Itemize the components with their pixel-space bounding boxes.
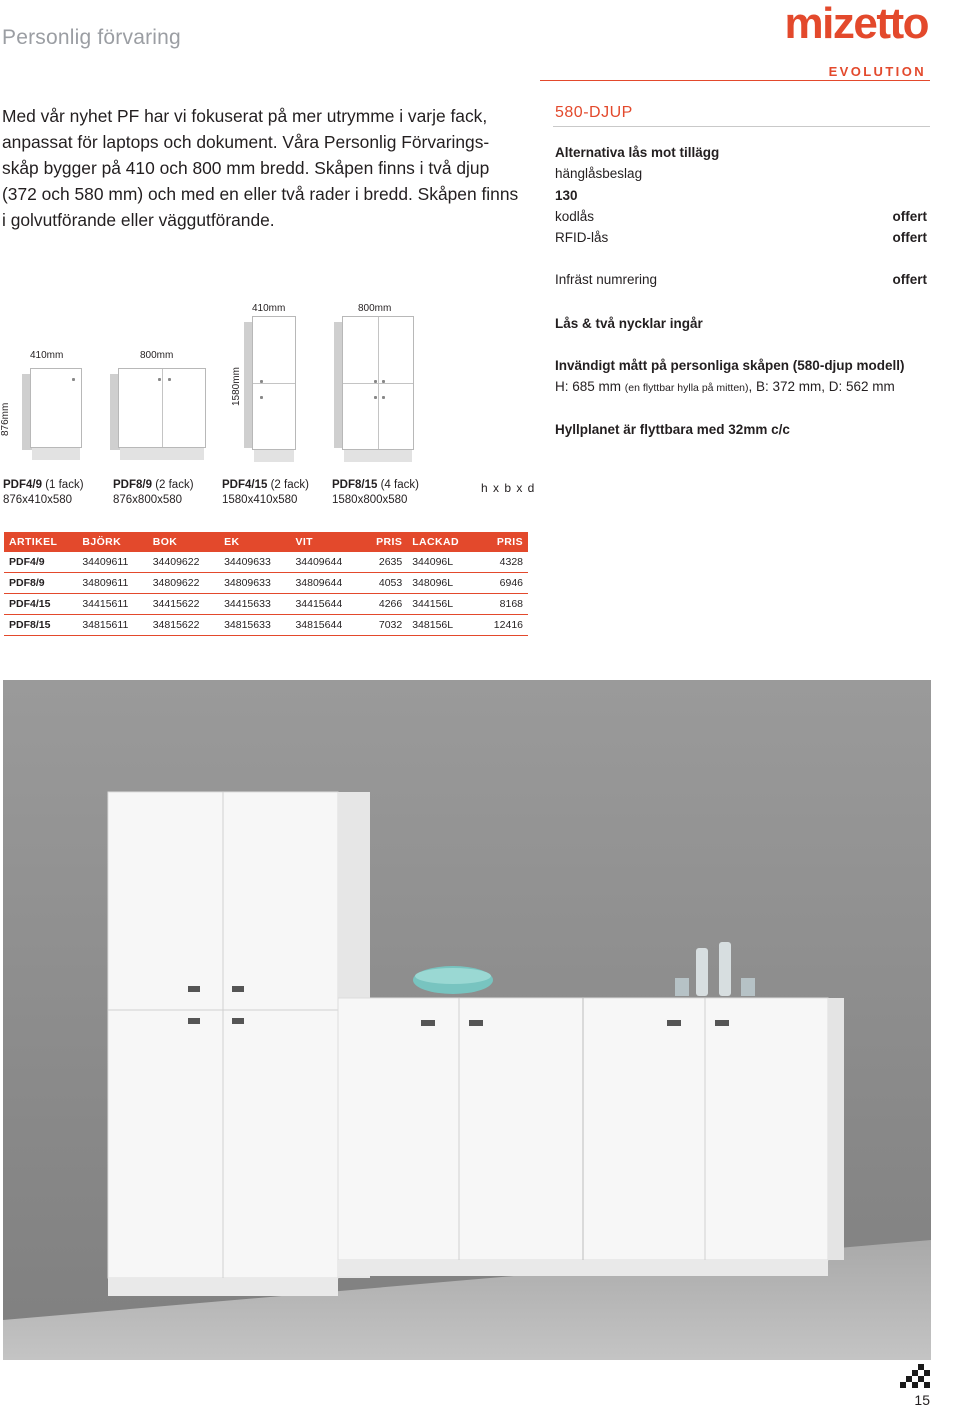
lock-option-label: hänglåsbeslag: [555, 166, 643, 181]
model-label: [113, 478, 194, 508]
column-header: VIT: [290, 532, 361, 552]
table-cell: 34409633: [219, 552, 290, 573]
lock-option-value: offert: [892, 230, 927, 245]
model-size: 1580x410x580: [222, 494, 298, 506]
column-header: BOK: [148, 532, 219, 552]
inner-dimensions-note: (en flyttbar hylla på mitten): [624, 382, 749, 394]
table-cell: 34815633: [219, 615, 290, 636]
table-header-row: [4, 532, 528, 552]
lock-option-row: [555, 209, 927, 224]
table-cell: 34809622: [148, 573, 219, 594]
table-cell: PDF8/15: [4, 615, 77, 636]
column-header: PRIS: [362, 532, 407, 552]
width-410-label: 410mm: [252, 303, 286, 314]
table-cell: 34815611: [77, 615, 147, 636]
depth-divider: [553, 126, 930, 127]
lock-option-label: 130: [555, 188, 578, 203]
lock-option-label: RFID-lås: [555, 230, 609, 245]
table-cell: 34809633: [219, 573, 290, 594]
table-cell: 34409644: [290, 552, 361, 573]
product-photo: [3, 680, 931, 1360]
table-cell: 34415633: [219, 594, 290, 615]
lock-included-note: Lås & två nycklar ingår: [555, 316, 703, 331]
width-410-label: 410mm: [30, 350, 64, 361]
table-cell: 4328: [479, 552, 528, 573]
inner-dimensions-part: H: 685 mm: [555, 379, 625, 394]
table-cell: 4053: [362, 573, 407, 594]
model-code: PDF8/9: [113, 479, 152, 491]
shelf-note: Hyllplanet är flyttbara med 32mm c/c: [555, 422, 790, 437]
model-label: [3, 478, 84, 508]
column-header: BJÖRK: [77, 532, 147, 552]
header-divider: [540, 80, 930, 81]
model-fack: (2 fack): [267, 479, 309, 491]
table-cell: 2635: [362, 552, 407, 573]
table-cell: 344156L: [407, 594, 478, 615]
table-cell: 344096L: [407, 552, 478, 573]
table-cell: 348156L: [407, 615, 478, 636]
lock-option-row: [555, 166, 927, 181]
table-cell: 34409622: [148, 552, 219, 573]
table-row: [4, 615, 528, 636]
table-cell: 348096L: [407, 573, 478, 594]
height-1580-text: 1580mm: [231, 367, 242, 406]
model-fack: (2 fack): [152, 479, 194, 491]
model-size: 876x410x580: [3, 494, 73, 506]
column-header: ARTIKEL: [4, 532, 77, 552]
table-cell: 34409611: [77, 552, 147, 573]
inner-dimensions-title: Invändigt mått på personliga skåpen (580-djup modell): [555, 358, 905, 373]
table-cell: PDF8/9: [4, 573, 77, 594]
table-cell: PDF4/9: [4, 552, 77, 573]
table-row: [4, 552, 528, 573]
table-cell: 12416: [479, 615, 528, 636]
table-cell: 34809644: [290, 573, 361, 594]
width-800-label: 800mm: [140, 350, 174, 361]
cabinet-pdf4-9-drawing: [22, 368, 82, 460]
table-row: [4, 573, 528, 594]
depth-title: 580-DJUP: [555, 104, 633, 121]
column-header: EK: [219, 532, 290, 552]
numbering-row: [555, 272, 927, 287]
table-row: [4, 594, 528, 615]
table-cell: 34415644: [290, 594, 361, 615]
table-cell: 4266: [362, 594, 407, 615]
model-label: [222, 478, 309, 508]
model-code: PDF8/15: [332, 479, 378, 491]
model-code: PDF4/15: [222, 479, 268, 491]
cabinet-pdf8-9-drawing: [110, 368, 206, 460]
table-cell: 6946: [479, 573, 528, 594]
intro-paragraph: Med vår nyhet PF har vi fokuserat på mer utrymme i varje fack, anpassat för laptops och dokument. Våra Personlig Förvarings-skåp bygger på 410 och 800 mm bredd. Skåpen finns i två djup (372 och 580 mm) och med en eller två rader i bredd. Skåpen finns i golvutförande eller väggutförande.: [2, 106, 519, 230]
cabinet-pdf8-15-drawing: [334, 316, 414, 462]
price-table: [4, 532, 528, 636]
model-code: PDF4/9: [3, 479, 42, 491]
brand-logo-subtitle: EVOLUTION: [828, 64, 926, 79]
column-header: PRIS: [479, 532, 528, 552]
column-header: LACKAD: [407, 532, 478, 552]
cabinet-pdf4-15-drawing: [244, 316, 296, 462]
numbering-label: Infräst numrering: [555, 272, 658, 287]
table-cell: PDF4/15: [4, 594, 77, 615]
lock-options-heading: Alternativa lås mot tillägg: [555, 145, 720, 160]
dimension-order-note: h x b x d: [481, 481, 536, 495]
numbering-value: offert: [892, 272, 927, 287]
height-876-text: 876mm: [0, 402, 11, 436]
table-cell: 7032: [362, 615, 407, 636]
lock-option-row: [555, 230, 927, 245]
table-cell: 34415622: [148, 594, 219, 615]
inner-dimensions-part: , B: 372 mm, D: 562 mm: [748, 379, 895, 394]
lock-option-row: [555, 188, 927, 203]
table-cell: 34815622: [148, 615, 219, 636]
table-cell: 34809611: [77, 573, 147, 594]
product-photo-art: [3, 680, 931, 1360]
table-cell: 8168: [479, 594, 528, 615]
width-800-label: 800mm: [358, 303, 392, 314]
inner-dimensions-text: [555, 379, 895, 394]
model-fack: (4 fack): [377, 479, 419, 491]
table-cell: 34415611: [77, 594, 147, 615]
page-title: Personlig förvaring: [2, 26, 181, 49]
model-size: 1580x800x580: [332, 494, 408, 506]
brand-logo: mizetto: [784, 0, 928, 48]
table-cell: 34815644: [290, 615, 361, 636]
model-fack: (1 fack): [42, 479, 84, 491]
model-label: [332, 478, 419, 508]
lock-option-value: offert: [892, 209, 927, 224]
page-number: 15: [914, 1392, 930, 1408]
pixel-decoration: [866, 1364, 930, 1392]
lock-option-label: kodlås: [555, 209, 595, 224]
model-size: 876x800x580: [113, 494, 183, 506]
